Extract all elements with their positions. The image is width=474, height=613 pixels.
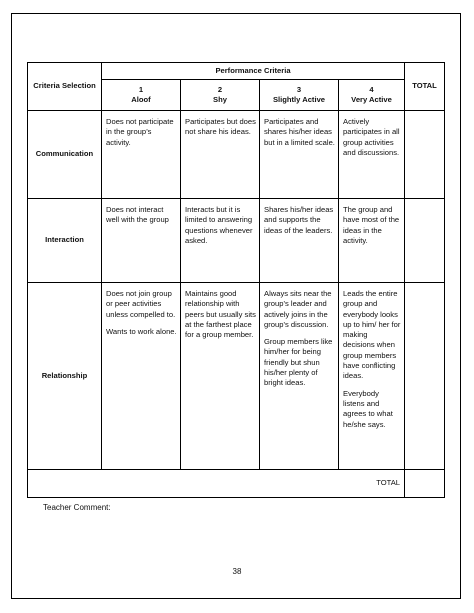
cell-text: Group members like him/her for being friendly but shun his/her plenty of bright ideas. [264, 337, 333, 388]
table-row [28, 199, 445, 283]
total-header: TOTAL [405, 63, 445, 111]
row-total-cell [405, 199, 445, 283]
cell-text: Participates but does not share his ideas. [185, 117, 256, 137]
cell-text: Shares his/her ideas and supports the ideas of the leaders. [264, 205, 334, 235]
rubric-cell [339, 283, 405, 470]
level-number: 3 [296, 84, 302, 94]
rubric-cell [181, 111, 260, 199]
level-header-4 [339, 80, 405, 111]
cell-text: Interacts but it is limited to answering questions whenever asked. [185, 205, 253, 245]
cell-text: Does not interact well with the group [106, 205, 169, 225]
cell-text: Maintains good relationship with peers but usually sits at the farthest place for a group member. [185, 289, 256, 340]
cell-text: Actively participates in all group activities and discussions. [343, 117, 400, 157]
level-name: Shy [213, 95, 227, 104]
rubric-cell [260, 111, 339, 199]
cell-text: Does not participate in the group’s activity. [106, 117, 174, 147]
rubric-cell [102, 283, 181, 470]
cell-text: Participates and shares his/her ideas but in a limited scale. [264, 117, 335, 147]
cell-text: The group and have most of the ideas in the activity. [343, 205, 400, 245]
level-header-1 [102, 80, 181, 111]
cell-text: Does not join group or peer activities unless compelled to. [106, 289, 176, 319]
row-label: Interaction [28, 199, 102, 283]
rubric-cell [339, 199, 405, 283]
level-header-2 [181, 80, 260, 111]
rubric-cell [102, 199, 181, 283]
cell-text: Wants to work alone. [106, 326, 177, 336]
criteria-header: Criteria Selection [28, 63, 102, 111]
rubric-cell [181, 283, 260, 470]
rubric-cell [260, 283, 339, 470]
table-row [28, 283, 445, 470]
level-header-3 [260, 80, 339, 111]
level-name: Slightly Active [272, 95, 326, 104]
row-total-cell [405, 283, 445, 470]
level-number: 4 [369, 84, 374, 94]
cell-text: Always sits near the group’s leader and actively joins in the group’s discussion. [264, 289, 332, 329]
total-value-cell [405, 470, 445, 498]
rubric-cell [260, 199, 339, 283]
level-name: Very Active [351, 95, 392, 104]
teacher-comment-label: Teacher Comment: [43, 503, 111, 512]
performance-criteria-header: Performance Criteria [102, 63, 405, 80]
level-number: 1 [138, 84, 144, 94]
rubric-cell [181, 199, 260, 283]
cell-text: Leads the entire group and everybody looks up to him/ her for making decisions when group members have conflicting ideas. [343, 289, 401, 381]
row-total-cell [405, 111, 445, 199]
page-number: 38 [232, 567, 242, 576]
level-name: Aloof [131, 95, 151, 104]
table-row [28, 111, 445, 199]
total-row-label: TOTAL [28, 470, 405, 498]
row-label: Relationship [28, 283, 102, 470]
rubric-cell [339, 111, 405, 199]
rubric-cell [102, 111, 181, 199]
row-label: Communication [28, 111, 102, 199]
cell-text: Everybody listens and agrees to what he/she says. [343, 388, 393, 429]
level-number: 2 [217, 84, 223, 94]
rubric-table [27, 62, 445, 498]
